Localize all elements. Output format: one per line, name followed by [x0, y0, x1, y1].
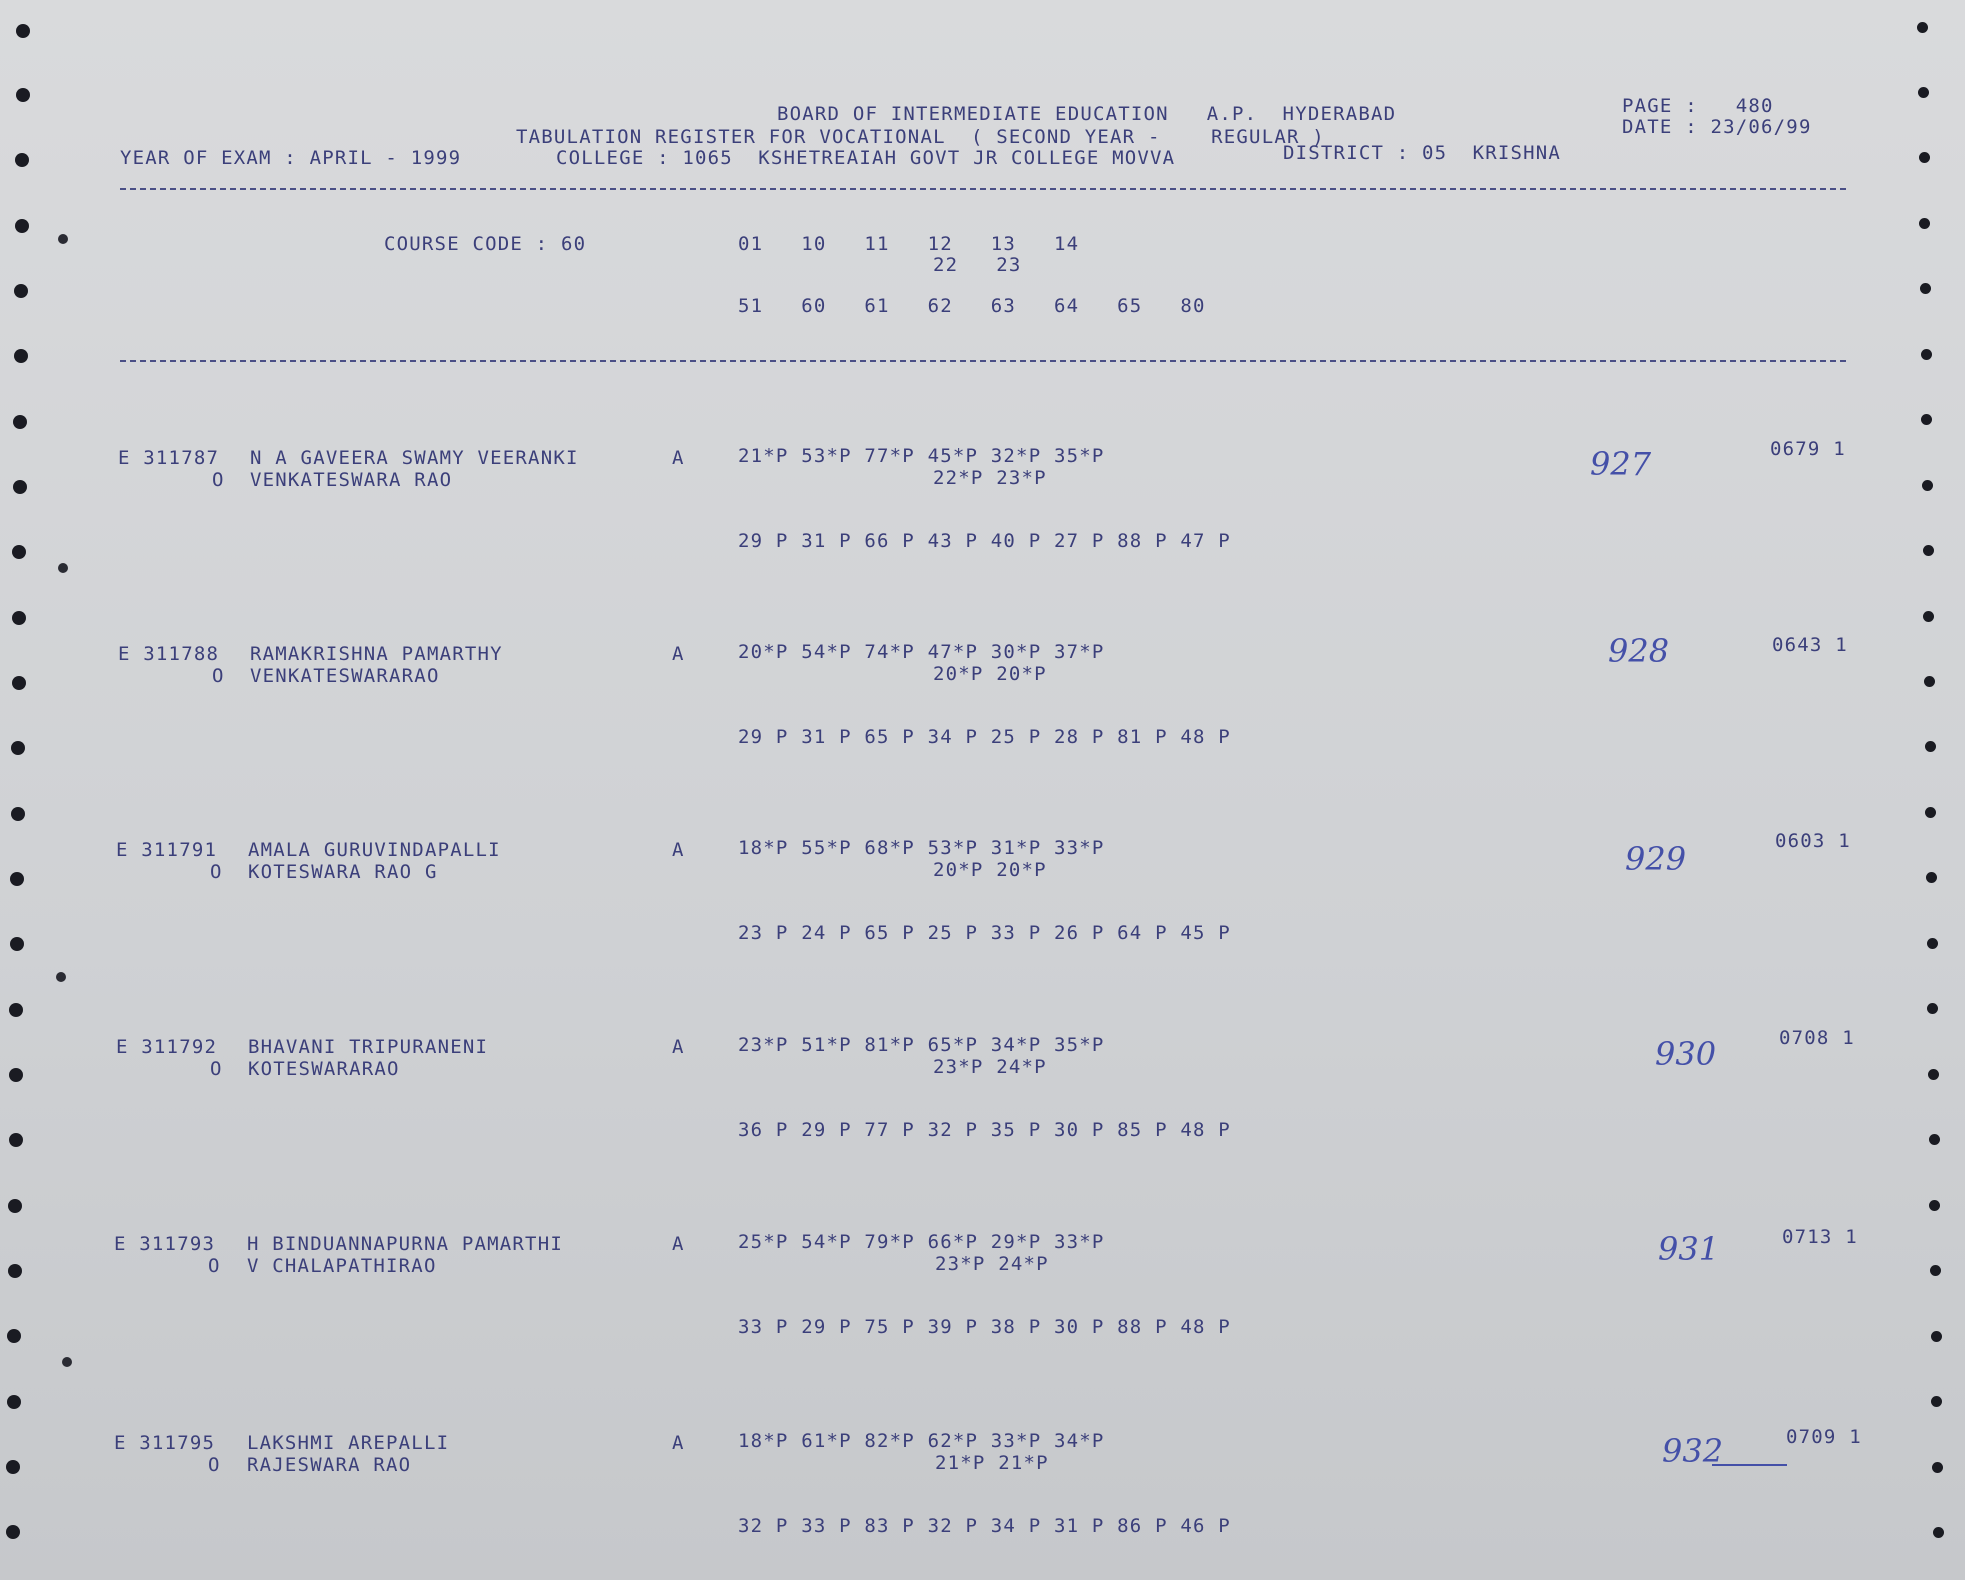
college-info: COLLEGE : 1065 KSHETREAIAH GOVT JR COLLEGE MOVVA [556, 147, 1176, 169]
feed-hole [1927, 938, 1938, 949]
student-id: E 311791 [116, 839, 218, 861]
feed-hole [1921, 349, 1932, 360]
student-name: BHAVANI TRIPURANENI [248, 1036, 489, 1058]
handwritten-serial: 931 [1658, 1230, 1720, 1268]
feed-hole [12, 545, 26, 559]
binder-hole [58, 563, 68, 573]
grade: A [672, 839, 685, 861]
subject-codes-row1: 01 10 11 12 13 14 [738, 233, 1080, 255]
marks-row1: 18*P 55*P 68*P 53*P 31*P 33*P [738, 837, 1105, 859]
student-id: E 311787 [118, 447, 220, 469]
handwritten-serial: 929 [1625, 840, 1687, 878]
student-name: H BINDUANNAPURNA PAMARTHI [247, 1233, 563, 1255]
feed-hole [8, 1264, 22, 1278]
marks-row1: 20*P 54*P 74*P 47*P 30*P 37*P [738, 641, 1105, 663]
feed-hole [14, 284, 28, 298]
total-marks: 0603 1 [1775, 830, 1851, 852]
feed-hole [1925, 741, 1936, 752]
parent-name: V CHALAPATHIRAO [247, 1255, 437, 1277]
feed-hole [11, 807, 25, 821]
feed-hole [1919, 218, 1930, 229]
student-name: N A GAVEERA SWAMY VEERANKI [250, 447, 579, 469]
marks-row2: 29 P 31 P 66 P 43 P 40 P 27 P 88 P 47 P [738, 530, 1231, 552]
marks-row1b: 20*P 20*P [933, 859, 1047, 881]
total-marks: 0708 1 [1779, 1027, 1855, 1049]
parent-name: VENKATESWARARAO [250, 665, 440, 687]
feed-hole [1923, 611, 1934, 622]
marks-row2: 36 P 29 P 77 P 32 P 35 P 30 P 85 P 48 P [738, 1119, 1231, 1141]
feed-hole [12, 611, 26, 625]
subject-codes-row1b: 22 23 [933, 254, 1022, 276]
student-name: AMALA GURUVINDAPALLI [248, 839, 501, 861]
feed-hole [9, 1133, 23, 1147]
register-title: TABULATION REGISTER FOR VOCATIONAL ( SECOND YEAR - REGULAR ) [516, 126, 1325, 148]
parent-name: KOTESWARARAO [248, 1058, 400, 1080]
handwritten-serial: 930 [1655, 1035, 1717, 1073]
feed-hole [9, 1003, 23, 1017]
grade: A [672, 447, 685, 469]
total-marks: 0709 1 [1786, 1426, 1862, 1448]
student-id: E 311792 [116, 1036, 218, 1058]
feed-hole [1932, 1462, 1943, 1473]
feed-hole [1923, 545, 1934, 556]
subject-codes-row2: 51 60 61 62 63 64 65 80 [738, 295, 1206, 317]
marks-row1b: 23*P 24*P [935, 1253, 1049, 1275]
marks-row2: 23 P 24 P 65 P 25 P 33 P 26 P 64 P 45 P [738, 922, 1231, 944]
marks-row2: 32 P 33 P 83 P 32 P 34 P 31 P 86 P 46 P [738, 1515, 1231, 1537]
marks-row2: 33 P 29 P 75 P 39 P 38 P 30 P 88 P 48 P [738, 1316, 1231, 1338]
marks-row1b: 20*P 20*P [933, 663, 1047, 685]
feed-hole [15, 153, 29, 167]
header-divider [120, 188, 1846, 190]
feed-hole [1930, 1265, 1941, 1276]
student-sub: O [210, 1058, 223, 1080]
feed-hole [12, 676, 26, 690]
feed-hole [10, 937, 24, 951]
feed-hole [15, 219, 29, 233]
marks-row1: 21*P 53*P 77*P 45*P 32*P 35*P [738, 445, 1105, 467]
feed-hole [16, 88, 30, 102]
feed-hole [1921, 414, 1932, 425]
binder-hole [56, 972, 66, 982]
feed-hole [1924, 676, 1935, 687]
feed-hole [1917, 22, 1928, 33]
grade: A [672, 1036, 685, 1058]
handwritten-serial: 932 [1662, 1432, 1724, 1470]
student-sub: O [210, 861, 223, 883]
feed-hole [1925, 807, 1936, 818]
feed-hole [7, 1395, 21, 1409]
marks-row1: 25*P 54*P 79*P 66*P 29*P 33*P [738, 1231, 1105, 1253]
total-marks: 0713 1 [1782, 1226, 1858, 1248]
feed-hole [1918, 87, 1929, 98]
feed-hole [14, 349, 28, 363]
student-id: E 311795 [114, 1432, 216, 1454]
parent-name: VENKATESWARA RAO [250, 469, 453, 491]
feed-hole [1931, 1396, 1942, 1407]
feed-hole [1933, 1527, 1944, 1538]
total-marks: 0679 1 [1770, 438, 1846, 460]
student-sub: O [212, 469, 225, 491]
total-marks: 0643 1 [1772, 634, 1848, 656]
binder-hole [58, 234, 68, 244]
binder-hole [62, 1357, 72, 1367]
print-date: DATE : 23/06/99 [1622, 116, 1812, 138]
handwritten-serial: 928 [1608, 632, 1670, 670]
feed-hole [1926, 872, 1937, 883]
feed-hole [6, 1460, 20, 1474]
feed-hole [11, 741, 25, 755]
feed-hole [1929, 1134, 1940, 1145]
feed-hole [1922, 480, 1933, 491]
student-sub: O [208, 1454, 221, 1476]
feed-hole [1929, 1200, 1940, 1211]
feed-hole [1928, 1069, 1939, 1080]
feed-hole [10, 872, 24, 886]
feed-hole [16, 24, 30, 38]
course-code: COURSE CODE : 60 [384, 233, 587, 255]
student-sub: O [208, 1255, 221, 1277]
feed-hole [1920, 283, 1931, 294]
marks-row1b: 23*P 24*P [933, 1056, 1047, 1078]
year-of-exam: YEAR OF EXAM : APRIL - 1999 [120, 147, 462, 169]
parent-name: RAJESWARA RAO [247, 1454, 412, 1476]
board-title: BOARD OF INTERMEDIATE EDUCATION A.P. HYDERABAD [777, 103, 1397, 125]
feed-hole [13, 415, 27, 429]
parent-name: KOTESWARA RAO G [248, 861, 438, 883]
marks-row1: 18*P 61*P 82*P 62*P 33*P 34*P [738, 1430, 1105, 1452]
grade: A [672, 643, 685, 665]
student-sub: O [212, 665, 225, 687]
student-id: E 311793 [114, 1233, 216, 1255]
handwritten-serial: 927 [1590, 445, 1652, 483]
feed-hole [9, 1068, 23, 1082]
grade: A [672, 1432, 685, 1454]
handwritten-underline [1712, 1464, 1787, 1466]
feed-hole [1931, 1331, 1942, 1342]
marks-row1b: 22*P 23*P [933, 467, 1047, 489]
marks-row2: 29 P 31 P 65 P 34 P 25 P 28 P 81 P 48 P [738, 726, 1231, 748]
student-name: LAKSHMI AREPALLI [247, 1432, 450, 1454]
feed-hole [6, 1525, 20, 1539]
district-info: DISTRICT : 05 KRISHNA [1283, 142, 1562, 164]
feed-hole [1919, 152, 1930, 163]
codes-divider [120, 360, 1846, 362]
student-name: RAMAKRISHNA PAMARTHY [250, 643, 503, 665]
page-number: PAGE : 480 [1622, 95, 1774, 117]
student-id: E 311788 [118, 643, 220, 665]
marks-row1b: 21*P 21*P [935, 1452, 1049, 1474]
grade: A [672, 1233, 685, 1255]
feed-hole [8, 1199, 22, 1213]
marks-row1: 23*P 51*P 81*P 65*P 34*P 35*P [738, 1034, 1105, 1056]
feed-hole [1927, 1003, 1938, 1014]
feed-hole [7, 1329, 21, 1343]
feed-hole [13, 480, 27, 494]
